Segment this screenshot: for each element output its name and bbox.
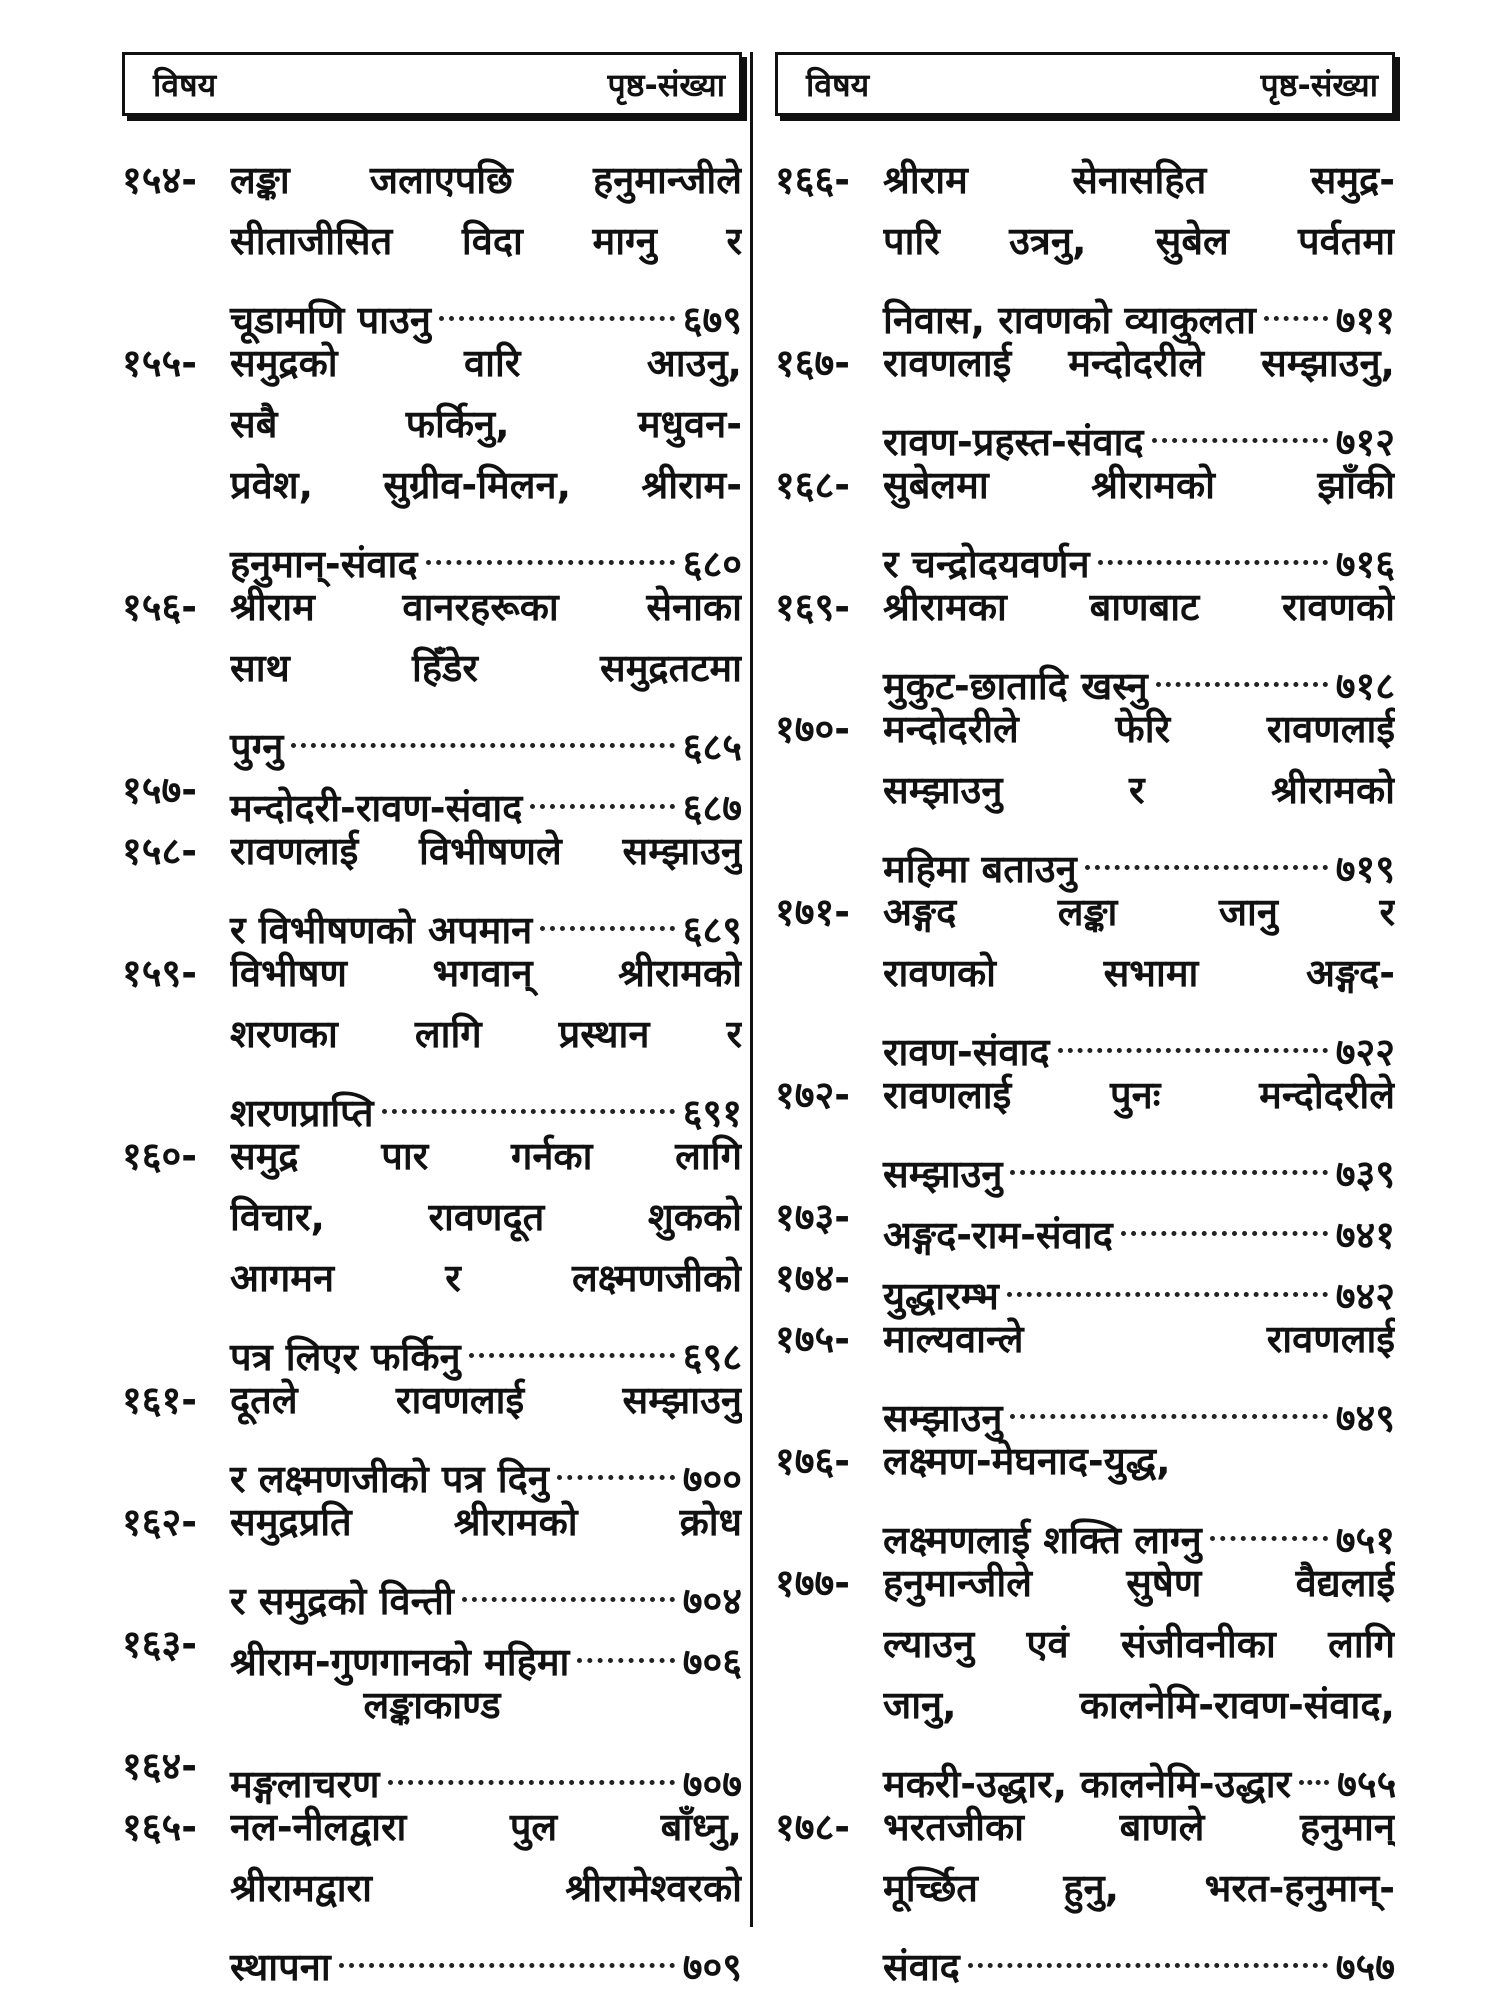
entry-title-line: निवास, रावणको व्याकुलता bbox=[883, 298, 1256, 342]
entry-title-line: जानु, कालनेमि-रावण-संवाद, bbox=[883, 1683, 1395, 1727]
column-divider bbox=[750, 52, 753, 1927]
left-column-header bbox=[122, 52, 742, 116]
toc-entry bbox=[775, 699, 1395, 891]
page-number: ६८९ bbox=[682, 908, 742, 952]
dot-leader bbox=[1264, 260, 1328, 321]
dot-leader bbox=[1085, 809, 1328, 870]
entry-number: १७७- bbox=[775, 1561, 851, 1605]
entry-body bbox=[883, 333, 1395, 464]
page-number: ७१९ bbox=[1335, 847, 1395, 891]
entry-body bbox=[883, 882, 1395, 1074]
page-number: ७१६ bbox=[1335, 542, 1395, 586]
dot-leader bbox=[1121, 1175, 1328, 1236]
entry-number: १५८- bbox=[122, 829, 198, 873]
entry-number: १६१- bbox=[122, 1378, 198, 1422]
entry-number: १६५- bbox=[122, 1805, 198, 1849]
page-number: ६८७ bbox=[682, 786, 742, 830]
page-number: ७०६ bbox=[682, 1640, 742, 1684]
toc-entry bbox=[775, 1248, 1395, 1318]
entry-title-line: शरणप्राप्ति bbox=[230, 1091, 374, 1135]
entry-body bbox=[883, 699, 1395, 891]
entry-title-line: युद्धारम्भ bbox=[883, 1274, 999, 1318]
entry-body bbox=[883, 1065, 1395, 1196]
entry-number: १६०- bbox=[122, 1134, 198, 1178]
dot-leader bbox=[1007, 1236, 1328, 1297]
toc-entry bbox=[775, 1553, 1397, 1806]
entry-last-line bbox=[883, 394, 1395, 464]
entry-number: १५४- bbox=[122, 158, 198, 202]
entry-title-line: रावणको सभामा अङ्गद- bbox=[883, 951, 1395, 995]
toc-entry bbox=[775, 1431, 1395, 1562]
section-heading: लङ्काकाण्ड bbox=[363, 1683, 501, 1727]
entry-body bbox=[883, 1553, 1397, 1806]
toc-entry bbox=[122, 1126, 742, 1379]
dot-leader bbox=[439, 260, 675, 321]
page-number: ७०० bbox=[682, 1457, 742, 1501]
page-number: ६८५ bbox=[682, 725, 742, 769]
dot-leader bbox=[1152, 382, 1328, 443]
dot-leader bbox=[968, 1907, 1328, 1968]
right-entries-list bbox=[775, 150, 1397, 1989]
dot-leader bbox=[557, 1419, 675, 1480]
toc-entry bbox=[775, 1797, 1395, 1989]
entry-last-line bbox=[883, 638, 1395, 708]
entry-title-line: श्रीराम सेनासहित समुद्र- bbox=[883, 158, 1395, 202]
dot-leader bbox=[1010, 1114, 1327, 1175]
entry-number: १५६- bbox=[122, 585, 198, 629]
entry-title-line: मङ्गलाचरण bbox=[230, 1762, 380, 1806]
entry-body bbox=[230, 1797, 742, 1989]
entry-last-line bbox=[230, 1309, 742, 1379]
entry-body bbox=[230, 1370, 742, 1501]
entry-last-line bbox=[883, 516, 1395, 586]
entry-title-line: अङ्गद-राम-संवाद bbox=[883, 1213, 1113, 1257]
entry-title-line: साथ हिँडेर समुद्रतटमा bbox=[230, 646, 742, 690]
entry-number: १६८- bbox=[775, 463, 851, 507]
entry-number: १७०- bbox=[775, 707, 851, 751]
page-number: ७०७ bbox=[682, 1762, 742, 1806]
entry-title-line: दूतले रावणलाई सम्झाउनु bbox=[230, 1378, 742, 1422]
entry-body bbox=[883, 455, 1395, 586]
entry-title-line: र समुद्रको विन्ती bbox=[230, 1579, 454, 1623]
dot-leader bbox=[1010, 1358, 1327, 1419]
left-entries-after-list bbox=[122, 1736, 742, 1989]
dot-leader bbox=[426, 504, 675, 565]
entry-last-line bbox=[230, 1736, 742, 1806]
entry-last-line bbox=[230, 1431, 742, 1501]
entry-body bbox=[230, 1126, 742, 1379]
entry-number: १६९- bbox=[775, 585, 851, 629]
toc-entry bbox=[775, 150, 1395, 342]
entry-title-line: प्रवेश, सुग्रीव-मिलन, श्रीराम- bbox=[230, 463, 742, 507]
entry-title-line: सबै फर्किनु, मधुवन- bbox=[230, 402, 742, 446]
entry-title-line: माल्यवान्ले रावणलाई bbox=[883, 1317, 1395, 1361]
entry-title-line: श्रीराम वानरहरूका सेनाका bbox=[230, 585, 742, 629]
page-count-header: पृष्ठ-संख्या bbox=[607, 65, 725, 104]
entry-body bbox=[230, 1492, 742, 1623]
entry-last-line bbox=[230, 760, 742, 830]
entry-number: १६४- bbox=[122, 1744, 198, 1788]
entry-title-line: स्थापना bbox=[230, 1945, 331, 1989]
entry-number: १६२- bbox=[122, 1500, 198, 1544]
entry-last-line bbox=[230, 272, 742, 342]
page-number: ६९८ bbox=[682, 1335, 742, 1379]
entry-title-line: लक्ष्मण-मेघनाद-युद्ध, bbox=[883, 1439, 1171, 1483]
entry-last-line bbox=[883, 1370, 1395, 1440]
page-number: ७०९ bbox=[682, 1945, 742, 1989]
entry-last-line bbox=[230, 882, 742, 952]
entry-title-line: र लक्ष्मणजीको पत्र दिनु bbox=[230, 1457, 549, 1501]
dot-leader bbox=[1058, 992, 1328, 1053]
toc-entry bbox=[775, 333, 1395, 464]
entry-number: १७६- bbox=[775, 1439, 851, 1483]
entry-title-line: हनुमान्-संवाद bbox=[230, 542, 418, 586]
page-number: ७२२ bbox=[1335, 1030, 1395, 1074]
entry-title-line: रावण-संवाद bbox=[883, 1030, 1050, 1074]
entry-title-line: विभीषण भगवान् श्रीरामको bbox=[230, 951, 742, 995]
dot-leader bbox=[1098, 504, 1328, 565]
entry-title-line: र विभीषणको अपमान bbox=[230, 908, 533, 952]
entry-title-line: लक्ष्मणलाई शक्ति लाग्नु bbox=[883, 1518, 1202, 1562]
dot-leader bbox=[462, 1541, 675, 1602]
entry-last-line bbox=[883, 1736, 1397, 1806]
entry-body bbox=[230, 1614, 742, 1684]
entry-number: १७८- bbox=[775, 1805, 851, 1849]
page-number: ६७९ bbox=[682, 298, 742, 342]
dot-leader bbox=[388, 1724, 675, 1785]
page-number: ७१८ bbox=[1335, 664, 1395, 708]
left-entries-list bbox=[122, 150, 742, 1684]
left-column bbox=[122, 52, 742, 1989]
entry-title-line: लङ्का जलाएपछि हनुमान्जीले bbox=[230, 158, 742, 202]
entry-title-line: श्रीरामका बाणबाट रावणको bbox=[883, 585, 1395, 629]
entry-number: १७१- bbox=[775, 890, 851, 934]
entry-title-line: आगमन र लक्ष्मणजीको bbox=[230, 1256, 742, 1300]
entry-title-line: र चन्द्रोदयवर्णन bbox=[883, 542, 1090, 586]
page-number: ७३९ bbox=[1335, 1152, 1395, 1196]
right-column bbox=[775, 52, 1397, 1989]
entry-title-line: रावणलाई विभीषणले सम्झाउनु bbox=[230, 829, 742, 873]
entry-title-line: भरतजीका बाणले हनुमान् bbox=[883, 1805, 1395, 1849]
entry-body bbox=[883, 1431, 1395, 1562]
entry-title-line: समुद्र पार गर्नका लागि bbox=[230, 1134, 742, 1178]
toc-entry bbox=[775, 882, 1395, 1074]
entry-body bbox=[230, 760, 742, 830]
dot-leader bbox=[339, 1907, 675, 1968]
page-number: ७४१ bbox=[1335, 1213, 1395, 1257]
entry-last-line bbox=[883, 1248, 1395, 1318]
entry-title-line: संवाद bbox=[883, 1945, 960, 1989]
entry-last-line bbox=[883, 821, 1395, 891]
toc-entry bbox=[775, 577, 1395, 708]
entry-title-line: सम्झाउनु र श्रीरामको bbox=[883, 768, 1395, 812]
toc-entry bbox=[122, 1370, 742, 1501]
entry-title-line: सीताजीसित विदा माग्नु र bbox=[230, 219, 742, 263]
entry-number: १६७- bbox=[775, 341, 851, 385]
entry-last-line bbox=[883, 1004, 1395, 1074]
entry-body bbox=[883, 150, 1395, 342]
entry-title-line: शरणका लागि प्रस्थान र bbox=[230, 1012, 742, 1056]
page-number: ७५५ bbox=[1337, 1762, 1397, 1806]
page-number: ७५१ bbox=[1335, 1518, 1395, 1562]
entry-body bbox=[230, 821, 742, 952]
toc-entry bbox=[122, 150, 742, 342]
entry-body bbox=[230, 577, 742, 769]
entry-title-line: पारि उत्रनु, सुबेल पर्वतमा bbox=[883, 219, 1395, 263]
dot-leader bbox=[1210, 1480, 1328, 1541]
entry-number: १५९- bbox=[122, 951, 198, 995]
entry-number: १७४- bbox=[775, 1256, 851, 1300]
entry-number: १५७- bbox=[122, 768, 198, 812]
entry-title-line: मन्दोदरीले फेरि रावणलाई bbox=[883, 707, 1395, 751]
page-count-header: पृष्ठ-संख्या bbox=[1260, 65, 1378, 104]
toc-entry bbox=[122, 1492, 742, 1623]
entry-title-line: मुकुट-छातादि खस्नु bbox=[883, 664, 1148, 708]
dot-leader bbox=[530, 748, 674, 809]
entry-title-line: सम्झाउनु bbox=[883, 1152, 1003, 1196]
entry-last-line bbox=[230, 1614, 742, 1684]
toc-entry bbox=[122, 943, 742, 1135]
entry-body bbox=[883, 577, 1395, 708]
page-number: ७०४ bbox=[682, 1579, 742, 1623]
entry-title-line: सम्झाउनु bbox=[883, 1396, 1003, 1440]
page-number: ७११ bbox=[1335, 298, 1395, 342]
subject-header: विषय bbox=[806, 65, 870, 104]
entry-title-line: अङ्गद लङ्का जानु र bbox=[883, 890, 1395, 934]
page-number: ७४२ bbox=[1335, 1274, 1395, 1318]
entry-last-line bbox=[883, 1492, 1395, 1562]
entry-body bbox=[883, 1248, 1395, 1318]
page-number: ६९१ bbox=[682, 1091, 742, 1135]
entry-last-line bbox=[230, 1919, 742, 1989]
subject-header: विषय bbox=[153, 65, 217, 104]
entry-title-line: रावण-प्रहस्त-संवाद bbox=[883, 420, 1144, 464]
page-number: ७१२ bbox=[1335, 420, 1395, 464]
page-number: ७४९ bbox=[1335, 1396, 1395, 1440]
dot-leader bbox=[469, 1297, 675, 1358]
toc-entry bbox=[122, 1614, 742, 1684]
entry-body bbox=[230, 150, 742, 342]
toc-entry bbox=[122, 577, 742, 769]
entry-body bbox=[883, 1797, 1395, 1989]
entry-number: १६६- bbox=[775, 158, 851, 202]
toc-entry bbox=[122, 1736, 742, 1806]
toc-entry bbox=[775, 1065, 1395, 1196]
page-number: ६८० bbox=[682, 542, 742, 586]
entry-number: १५५- bbox=[122, 341, 198, 385]
dot-leader bbox=[1299, 1724, 1329, 1785]
entry-body bbox=[883, 1309, 1395, 1440]
entry-title-line: श्रीरामद्वारा श्रीरामेश्वरको bbox=[230, 1866, 742, 1910]
entry-title-line: पुग्नु bbox=[230, 725, 284, 769]
entry-title-line: रावणलाई मन्दोदरीले सम्झाउनु, bbox=[883, 341, 1395, 385]
entry-title-line: रावणलाई पुनः मन्दोदरीले bbox=[883, 1073, 1395, 1117]
toc-entry bbox=[775, 455, 1395, 586]
entry-number: १७५- bbox=[775, 1317, 851, 1361]
entry-title-line: हनुमान्जीले सुषेण वैद्यलाई bbox=[883, 1561, 1395, 1605]
entry-body bbox=[230, 1736, 742, 1806]
entry-last-line bbox=[883, 1919, 1395, 1989]
dot-leader bbox=[382, 1053, 675, 1114]
entry-title-line: मकरी-उद्धार, कालनेमि-उद्धार bbox=[883, 1762, 1292, 1806]
entry-last-line bbox=[883, 272, 1395, 342]
dot-leader bbox=[1156, 626, 1328, 687]
dot-leader bbox=[540, 870, 674, 931]
entry-number: १६३- bbox=[122, 1622, 198, 1666]
entry-title-line: मन्दोदरी-रावण-संवाद bbox=[230, 786, 523, 830]
toc-entry bbox=[122, 821, 742, 952]
entry-title-line: महिमा बताउनु bbox=[883, 847, 1077, 891]
toc-entry bbox=[122, 1797, 742, 1989]
page-number: ७५७ bbox=[1335, 1945, 1395, 1989]
entry-title-line: सुबेलमा श्रीरामको झाँकी bbox=[883, 463, 1395, 507]
entry-number: १७३- bbox=[775, 1195, 851, 1239]
dot-leader bbox=[291, 687, 674, 748]
entry-last-line bbox=[230, 516, 742, 586]
entry-title-line: मूर्च्छित हुनु, भरत-हनुमान्- bbox=[883, 1866, 1395, 1910]
entry-title-line: श्रीराम-गुणगानको महिमा bbox=[230, 1640, 570, 1684]
entry-title-line: नल-नीलद्वारा पुल बाँध्नु, bbox=[230, 1805, 742, 1849]
entry-title-line: चूडामणि पाउनु bbox=[230, 298, 431, 342]
dot-leader bbox=[577, 1602, 674, 1663]
toc-entry bbox=[775, 1309, 1395, 1440]
entry-number: १७२- bbox=[775, 1073, 851, 1117]
entry-last-line bbox=[230, 1065, 742, 1135]
entry-title-line: पत्र लिएर फर्किनु bbox=[230, 1335, 461, 1379]
entry-body bbox=[230, 943, 742, 1135]
entry-title-line: समुद्रप्रति श्रीरामको क्रोध bbox=[230, 1500, 742, 1544]
entry-title-line: विचार, रावणदूत शुकको bbox=[230, 1195, 742, 1239]
entry-body bbox=[230, 333, 742, 586]
entry-title-line: ल्याउनु एवं संजीवनीका लागि bbox=[883, 1622, 1395, 1666]
entry-title-line: समुद्रको वारि आउनु, bbox=[230, 341, 742, 385]
right-column-header bbox=[775, 52, 1395, 116]
toc-entry bbox=[122, 760, 742, 830]
toc-entry bbox=[122, 333, 742, 586]
